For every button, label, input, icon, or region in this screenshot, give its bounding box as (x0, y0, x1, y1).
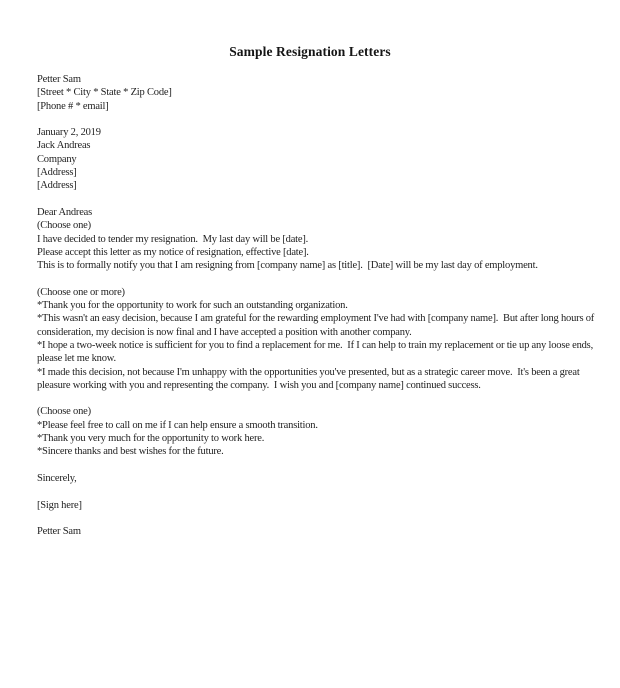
closing-options-block (37, 405, 607, 458)
paragraph-line: *I made this decision, not because I'm unhappy with the opportunities you've presented, but as a strategic career move. It's been a great pleasure working with you and representing the company. I wish you and [company name] continued success. (37, 366, 582, 391)
paragraph-line: *Thank you very much for the opportunity to work here. (37, 433, 265, 445)
paragraph-line: Sincerely, (37, 472, 77, 484)
paragraph-line: (Choose one) (37, 406, 91, 418)
paragraph-line: Jack Andreas (37, 140, 91, 152)
paragraph-line: This is to formally notify you that I am resigning from [company name] as [title]. [Date] will be my last day of employment. (37, 260, 538, 272)
paragraph-line: [Sign here] (37, 499, 82, 511)
paragraph-line: Petter Sam (37, 526, 81, 538)
paragraph-line: *This wasn't an easy decision, because I am grateful for the rewarding employment I've had with [company name]. But after long hours of consideration, my decision is now final and I have accepted a position with another company. (37, 313, 597, 338)
body-options-block (37, 286, 607, 392)
paragraph-line: *I hope a two-week notice is sufficient for you to find a replacement for me. If I can help to train my replacement or tie up any loose ends, please let me know. (37, 339, 596, 365)
paragraph-line: [Address] (37, 167, 77, 179)
paragraph-line: Petter Sam (37, 74, 81, 85)
letter-body (0, 60, 620, 538)
paragraph-line: *Please feel free to call on me if I can help ensure a smooth transition. (37, 419, 318, 431)
sender-name-block (37, 525, 607, 538)
signoff-block (37, 472, 607, 485)
signature-placeholder-block (37, 499, 607, 512)
paragraph-line: [Street * City * State * Zip Code] (37, 87, 172, 99)
paragraph-line: *Sincere thanks and best wishes for the future. (37, 446, 224, 458)
date-recipient-block (37, 126, 607, 192)
paragraph-line: *Thank you for the opportunity to work for such an outstanding organization. (37, 300, 348, 312)
paragraph-line: Please accept this letter as my notice of resignation, effective [date]. (37, 246, 309, 258)
salutation-opening-block (37, 206, 607, 272)
paragraph-line: (Choose one or more) (37, 286, 125, 298)
paragraph-line: [Phone # * email] (37, 100, 109, 112)
paragraph-line: I have decided to tender my resignation. My last day will be [date]. (37, 233, 309, 245)
paragraph-line: [Address] (37, 180, 77, 192)
paragraph-line: January 2, 2019 (37, 127, 101, 139)
sender-contact-block (37, 73, 607, 113)
document-title: Sample Resignation Letters (229, 44, 391, 59)
paragraph-line: (Choose one) (37, 220, 91, 232)
paragraph-line: Dear Andreas (37, 206, 93, 218)
paragraph-line: Company (37, 153, 77, 165)
